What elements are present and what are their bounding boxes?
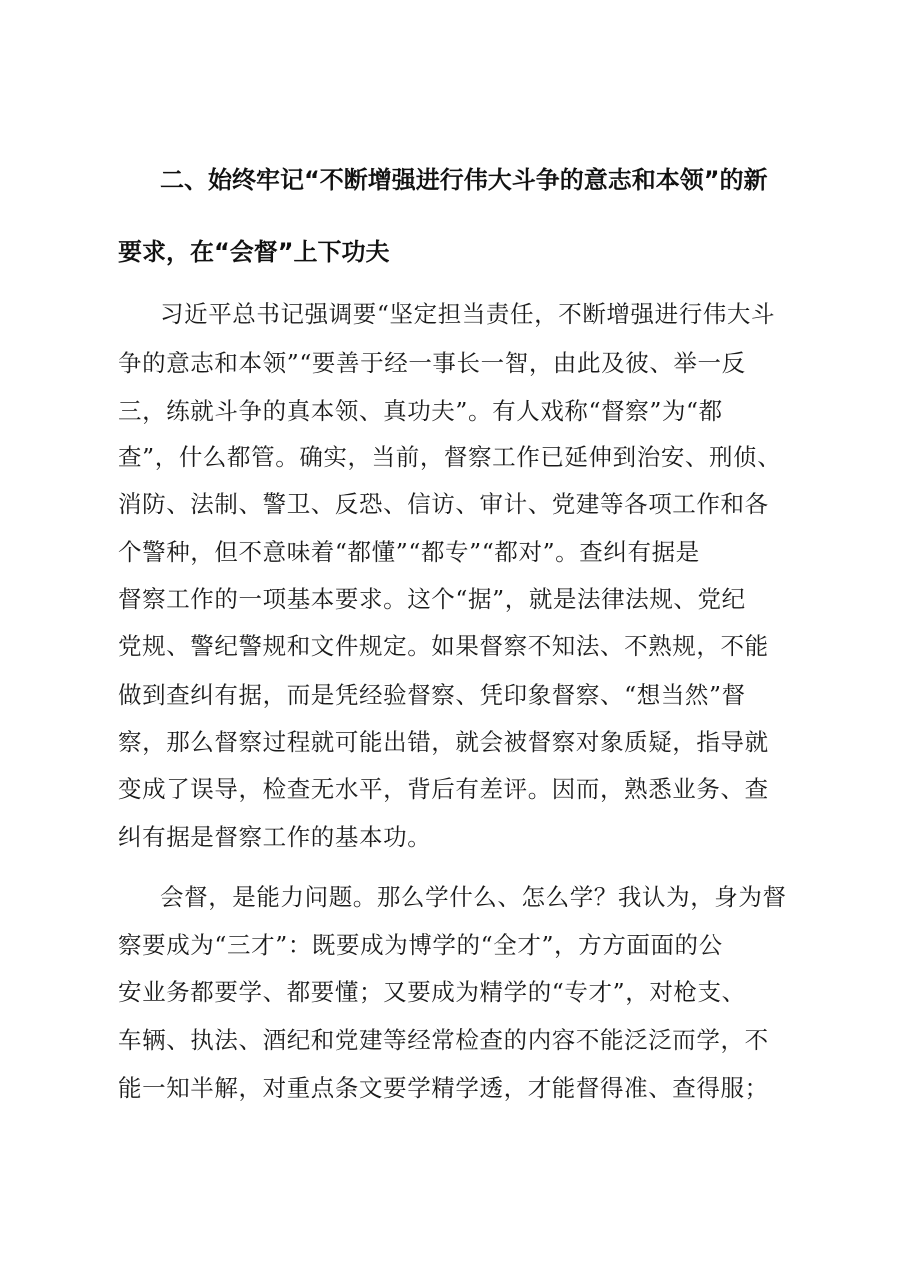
section-heading-line-1: 二、始终牢记“不断增强进行伟大斗争的意志和本领”的新 bbox=[160, 166, 768, 194]
paragraph-line: 纠有据是督察工作的基本功。 bbox=[118, 823, 432, 851]
paragraph-line: 会督，是能力问题。那么学什么、怎么学？我认为，身为督 bbox=[160, 883, 787, 911]
paragraph-line: 能一知半解，对重点条文要学精学透，才能督得准、查得服； bbox=[118, 1074, 769, 1102]
paragraph-line: 督察工作的一项基本要求。这个“据”，就是法律法规、党纪 bbox=[118, 585, 746, 613]
paragraph-line: 消防、法制、警卫、反恐、信访、审计、党建等各项工作和各 bbox=[118, 490, 769, 518]
paragraph-line: 个警种，但不意味着“都懂”“都专”“都对”。查纠有据是 bbox=[118, 538, 700, 566]
paragraph-line: 做到查纠有据，而是凭经验督察、凭印象督察、“想当然”督 bbox=[118, 681, 746, 709]
paragraph-line: 安业务都要学、都要懂；又要成为精学的“专才”，对枪支、 bbox=[118, 978, 746, 1006]
paragraph-line: 党规、警纪警规和文件规定。如果督察不知法、不熟规，不能 bbox=[118, 632, 769, 660]
paragraph-line: 争的意志和本领”“要善于经一事长一智，由此及彼、举一反 bbox=[118, 349, 746, 377]
paragraph-line: 察要成为“三才”：既要成为博学的“全才”，方方面面的公 bbox=[118, 931, 723, 959]
paragraph-line: 习近平总书记强调要“坚定担当责任，不断增强进行伟大斗 bbox=[160, 300, 776, 328]
paragraph-line: 察，那么督察过程就可能出错，就会被督察对象质疑，指导就 bbox=[118, 728, 769, 756]
paragraph-line: 变成了误导，检查无水平，背后有差评。因而，熟悉业务、查 bbox=[118, 775, 769, 803]
paragraph-line: 查”，什么都管。确实，当前，督察工作已延伸到治安、刑侦、 bbox=[118, 443, 782, 471]
paragraph-line: 三，练就斗争的真本领、真功夫”。有人戏称“督察”为“都 bbox=[118, 397, 723, 425]
paragraph-line: 车辆、执法、酒纪和党建等经常检查的内容不能泛泛而学，不 bbox=[118, 1026, 769, 1054]
section-heading-line-2: 要求，在“会督”上下功夫 bbox=[118, 238, 390, 266]
